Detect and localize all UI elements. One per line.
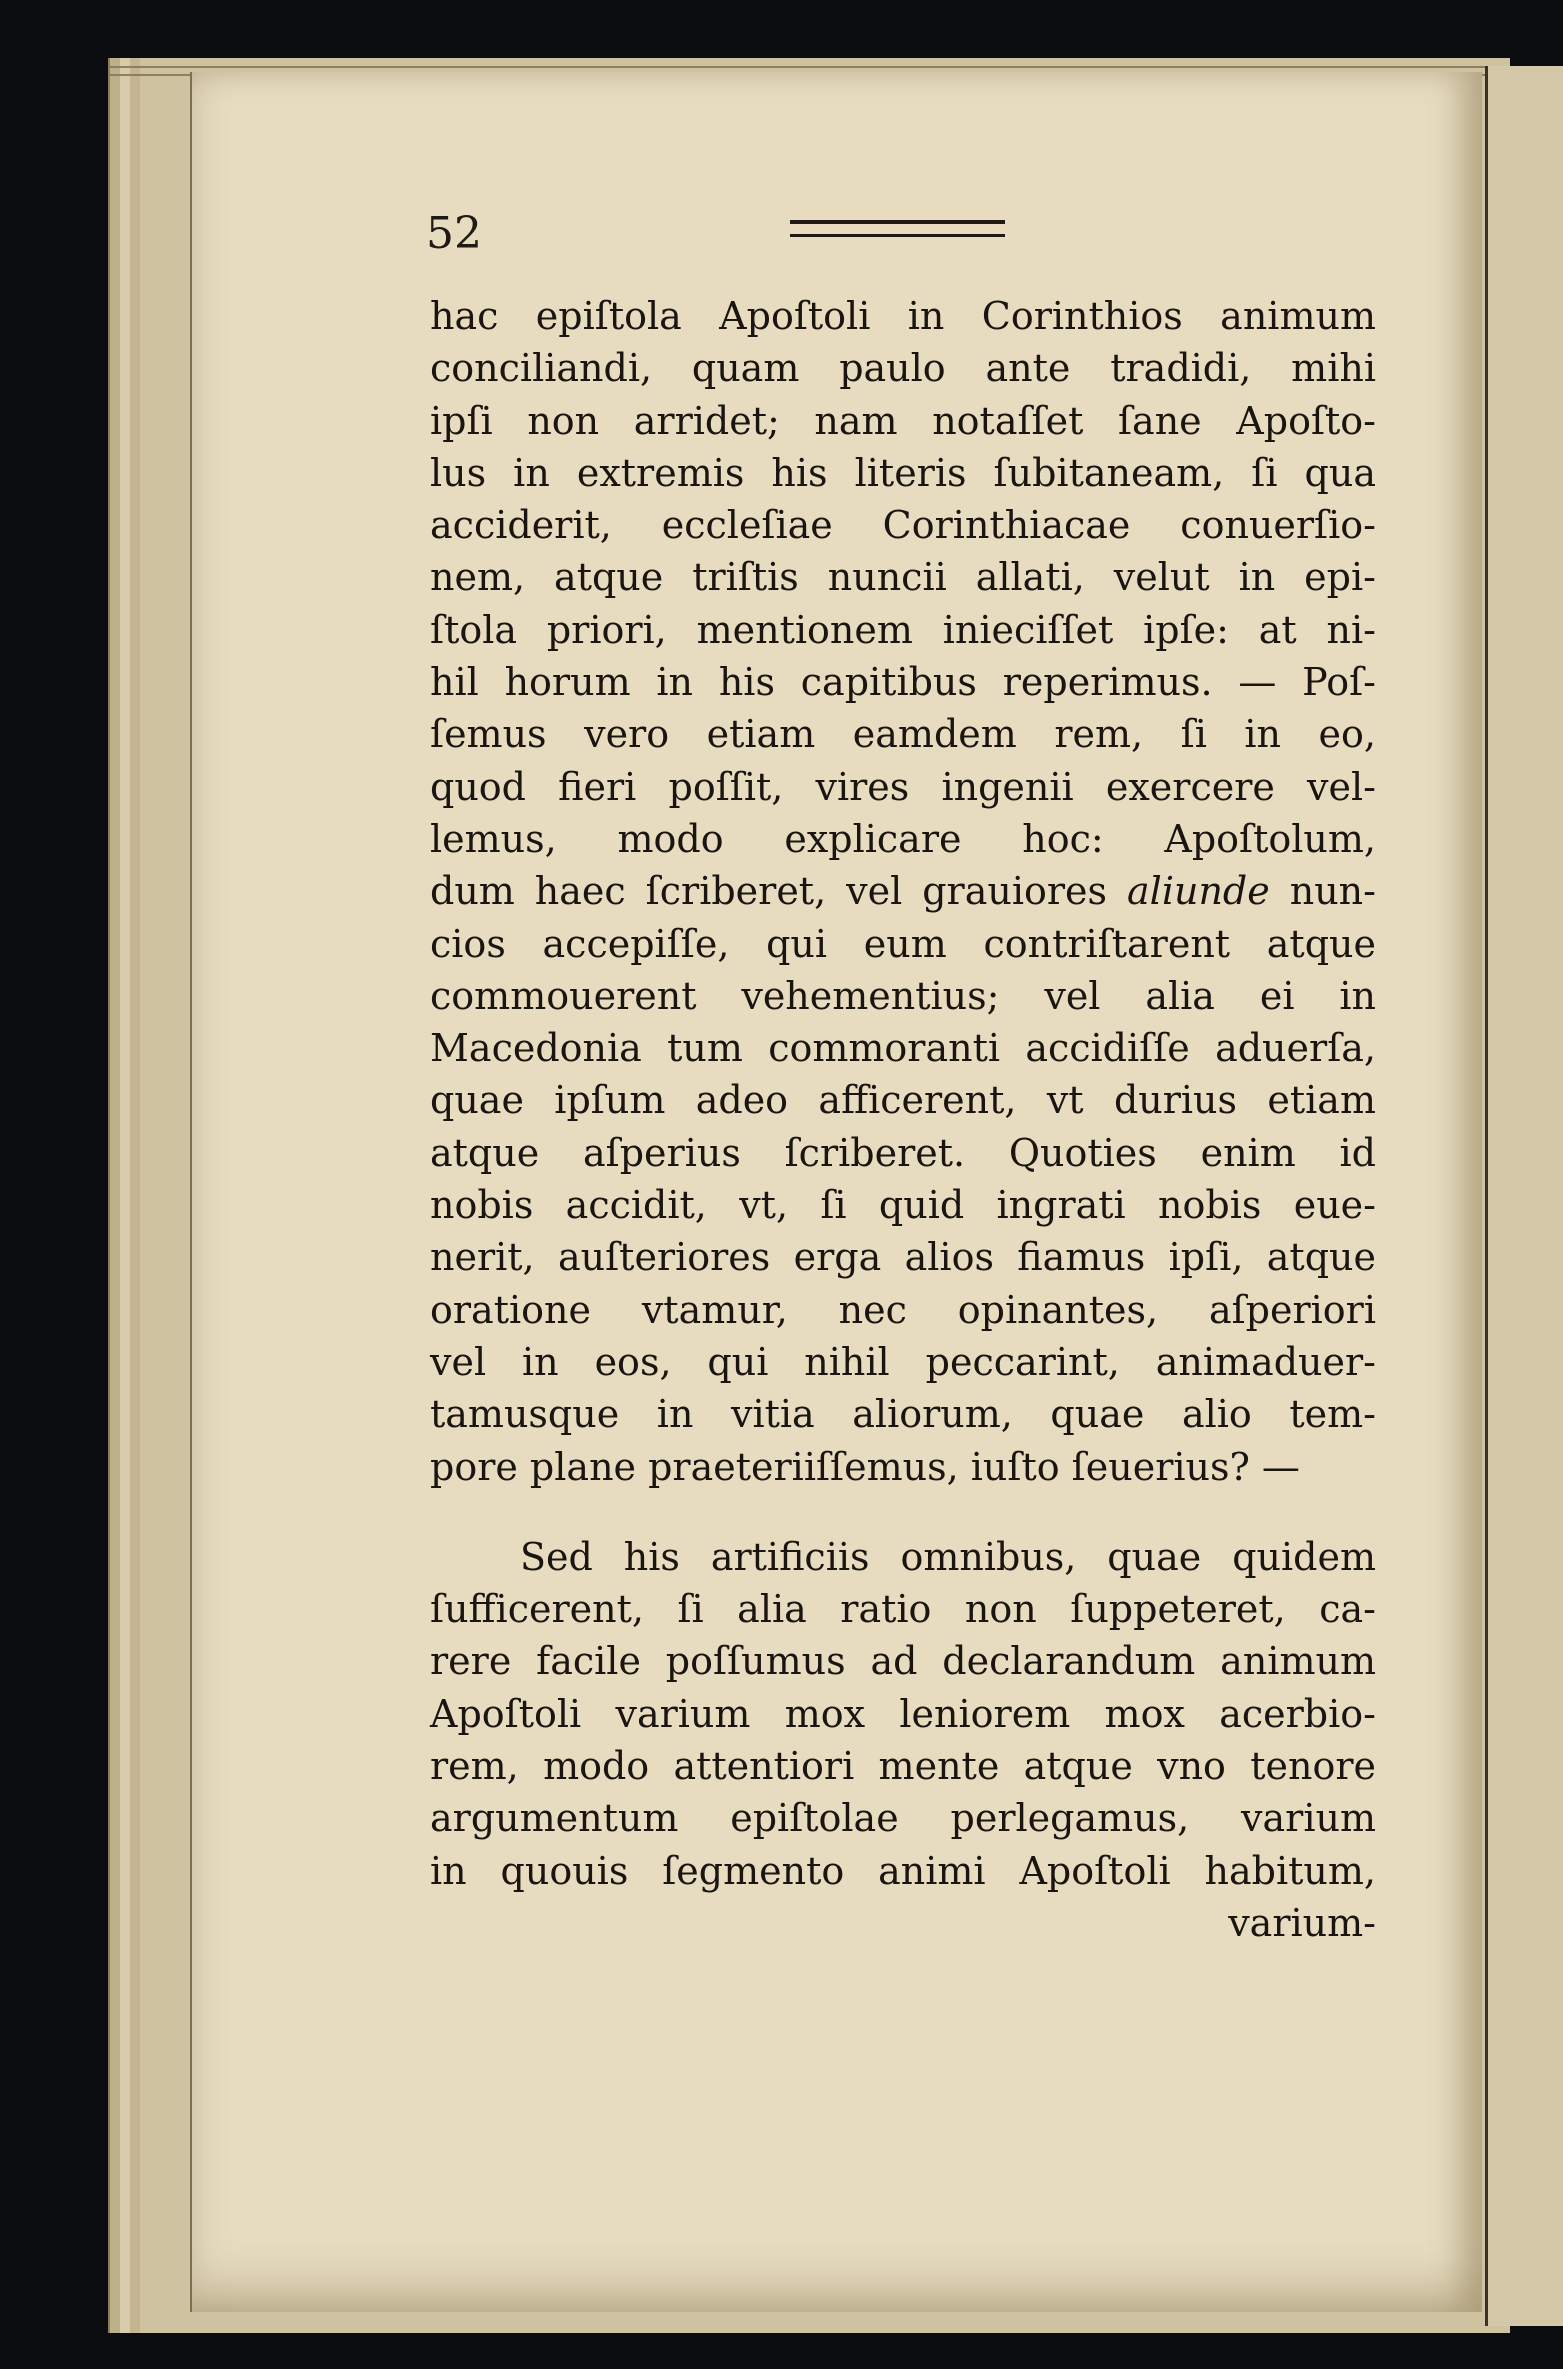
text-line: ſufficerent, ſi alia ratio non ſuppeteret, ca- <box>430 1587 1376 1632</box>
text-line: nerit, auſteriores erga alios fiamus ipſi, atque <box>430 1235 1376 1280</box>
text-line: lus in extremis his literis ſubitaneam, ſi qua <box>430 450 1376 495</box>
text-line: rere facile poſſumus ad declarandum animum <box>430 1639 1376 1684</box>
text-line: quae ipſum adeo afficerent, vt durius etiam <box>430 1078 1376 1123</box>
text-line: vel in eos, qui nihil peccarint, animaduer- <box>430 1339 1376 1384</box>
text-line: nem, atque triſtis nuncii allati, velut in epi- <box>430 555 1376 600</box>
text-line: Macedonia tum commoranti accidiſſe aduerſa, <box>430 1026 1376 1071</box>
text-line: rem, modo attentiori mente atque vno tenore <box>430 1744 1376 1789</box>
text-line-mixed <box>430 865 1376 917</box>
text-line: hil horum in his capitibus reperimus. — Poſ- <box>430 660 1376 705</box>
text-line: hac epiſtola Apoſtoli in Corinthios animum <box>430 294 1376 338</box>
text-line: in quouis ſegmento animi Apoſtoli habitum, <box>430 1848 1376 1893</box>
text-line: pore plane praeteriiſſemus, iuſto ſeuerius? — <box>430 1444 1300 1489</box>
text-line: Sed his artificiis omnibus, quae quidem <box>520 1534 1376 1579</box>
facing-page-edge <box>1485 66 1563 2326</box>
text-line: ſemus vero etiam eamdem rem, ſi in eo, <box>430 712 1376 757</box>
text-line: atque aſperius ſcriberet. Quoties enim id <box>430 1130 1376 1175</box>
text-line: ipſi non arridet; nam notaſſet ſane Apoſto- <box>430 398 1376 443</box>
text-line: commouerent vehementius; vel alia ei in <box>430 973 1376 1018</box>
text-line: lemus, modo explicare hoc: Apoſtolum, <box>430 816 1376 861</box>
text-line: conciliandi, quam paulo ante tradidi, mihi <box>430 346 1376 391</box>
page-text <box>430 290 1376 1949</box>
text-line: acciderit, eccleſiae Corinthiacae conuerſio- <box>430 503 1376 548</box>
italic-word: aliunde <box>1127 869 1270 914</box>
page-edge-line <box>110 66 1510 68</box>
text-line: Apoſtoli varium mox leniorem mox acerbio- <box>430 1691 1376 1736</box>
text-line: nobis accidit, vt, ſi quid ingrati nobis eue- <box>430 1183 1376 1228</box>
text-line: cios accepiſſe, qui eum contriſtarent atque <box>430 921 1376 966</box>
text-line: tamusque in vitia aliorum, quae alio tem- <box>430 1392 1376 1437</box>
text-line: argumentum epiſtolae perlegamus, varium <box>430 1796 1376 1841</box>
text-line: quod fieri poſſit, vires ingenii exercere vel- <box>430 764 1376 809</box>
paragraph-gap <box>430 1493 1376 1531</box>
text-run: nun- <box>1289 869 1376 914</box>
text-line: oratione vtamur, nec opinantes, aſperiori <box>430 1287 1376 1332</box>
text-run: dum haec ſcriberet, vel grauiores <box>430 869 1108 914</box>
text-line: ſtola priori, mentionem inieciſſet ipſe: at ni- <box>430 607 1376 652</box>
header-rule <box>790 220 1005 237</box>
page-number: 52 <box>426 208 482 259</box>
catchword: varium- <box>1228 1900 1376 1945</box>
